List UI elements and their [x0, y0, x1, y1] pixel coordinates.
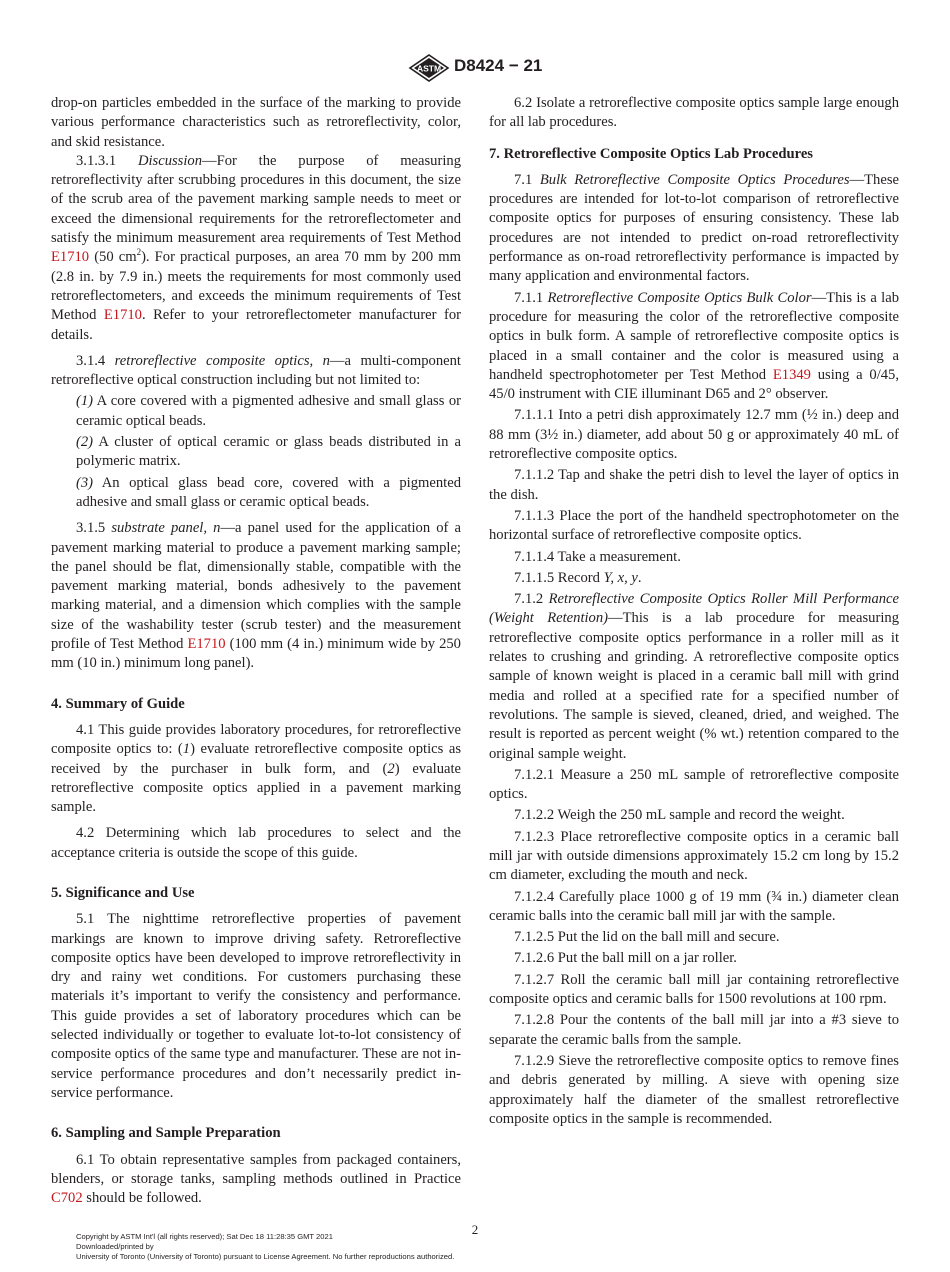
paragraph-7-1-1-4: 7.1.1.4 Take a measurement. — [514, 548, 681, 565]
footer-line: University of Toronto (University of Toronto) pursuant to License Agreement. No further reproductions authorized. — [76, 1252, 455, 1261]
list-item: (2) A cluster of optical ceramic or glass beads distributed in a polymeric matrix. — [76, 434, 461, 470]
paragraph-7-1-2-3: 7.1.2.3 Place retroreflective composite optics in a ceramic ball mill jar with outside dimensions approximately 15.2 cm long by 15.2 cm diameter, excluding the mouth and neck. — [489, 828, 899, 884]
list-item: (3) An optical glass bead core, covered with a pigmented adhesive and small glass or ceramic optical beads. — [76, 474, 461, 510]
document-designation: D8424 − 21 — [454, 56, 543, 75]
paragraph-4-1: 4.1 This guide provides laboratory procedures, for retroreflective composite optics to: (1) evaluate retroreflective composite optics as received by the purchaser in bulk form, and (2) evaluate retroreflective composite optics applied in a pavement marking sample. — [51, 721, 461, 816]
reference-link-e1349[interactable]: E1349 — [772, 366, 811, 383]
paragraph-5-1: 5.1 The nighttime retroreflective properties of pavement markings are known to improve driving safety. Retroreflective composite optics have been developed to improve retroreflectivity in dry and rainy wet conditions. For customers purchasing these materials it’s important to verify the consistency and performance. This guide provides a set of laboratory procedures which can be selected individually or together to evaluate lot-to-lot consistency of composite optics of the same type and manufacturer. These are not in-service performance procedures and don’t necessarily predict in-service performance. — [51, 911, 461, 1101]
copyright-footer — [76, 1232, 454, 1262]
astm-logo-text: ASTM — [416, 63, 442, 74]
right-column — [489, 94, 899, 1131]
paragraph-7-1-2-7: 7.1.2.7 Roll the ceramic ball mill jar containing retroreflective composite optics and ceramic balls for 1500 revolutions at 100 rpm. — [489, 971, 899, 1008]
list-item: (1) A core covered with a pigmented adhesive and small glass or ceramic optical beads. — [76, 393, 461, 429]
paragraph-7-1-2-2: 7.1.2.2 Weigh the 250 mL sample and record the weight. — [514, 807, 845, 824]
paragraph-7-1-2: 7.1.2 Retroreflective Composite Optics Roller Mill Performance (Weight Retention)—This is a lab procedure for measuring retroreflective composite optics performance in a roller mill as it relates to crushing and grinding. A retroreflective composite optics sample of known weight is placed in a ceramic ball mill with grind media and rolled at a specified rate for a specified number of revolutions. The sample is sieved, cleaned, dried, and weighed. The result is reported as percent weight (% wt.) retention compared to the original sample weight. — [489, 591, 899, 762]
paragraph-6-2: 6.2 Isolate a retroreflective composite optics sample large enough for all lab procedures. — [489, 95, 899, 131]
left-column — [51, 94, 461, 1210]
reference-link-c702[interactable]: C702 — [51, 1190, 83, 1207]
paragraph-7-1-1-1: 7.1.1.1 Into a petri dish approximately 12.7 mm (½ in.) deep and 88 mm (3½ in.) diameter, add about 50 g or approximately 40 mL of retroreflective composite optics. — [489, 407, 899, 463]
page-header — [0, 52, 950, 84]
reference-link-e1710[interactable]: E1710 — [187, 636, 226, 653]
section-heading-4: 4. Summary of Guide — [51, 695, 185, 712]
paragraph: drop-on particles embedded in the surface of the marking to provide various performance characteristics such as retroreflectivity, color, and skid resistance. — [51, 95, 461, 150]
paragraph-7-1-2-8: 7.1.2.8 Pour the contents of the ball mill jar into a #3 sieve to separate the ceramic balls from the sample. — [489, 1012, 899, 1048]
section-heading-5: 5. Significance and Use — [51, 884, 195, 901]
paragraph-3-1-3-1: 3.1.3.1 Discussion—For the purpose of measuring retroreflectivity after scrubbing procedures in this document, the size of the scrub area of the pavement marking sample needs to meet or exceed the dimensional requirements for the retroreflectometer and satisfy the minimum measurement area requirements of Test Method E1710 (50 $cm^2$). For practical purposes, an area 70 mm by 200 mm (2.8 in. by 7.9 in.) meets the requirements for most commonly used retroreflectometers, and exceeds the minimum requirements of Test Method E1710. Refer to your retroreflectometer manufacturer for details. — [51, 152, 461, 343]
paragraph-7-1: 7.1 Bulk Retroreflective Composite Optics Procedures—These procedures are intended for lot-to-lot comparison of retroreflective composite optics for purposes of ensuring consistency. These lab procedures are not intended to predict on-road retroreflectivity performance as on-road retroreflectivity performance is impacted by many application and environmental factors. — [489, 171, 899, 285]
paragraph-3-1-5: 3.1.5 substrate panel, n—a panel used for the application of a pavement marking material to produce a pavement marking sample; the panel should be flat, dimensionally stable, compatible with the pavement marking material, bonds adhesively to the pavement marking material, and a dimension which complies with the sample size of the washability tester (scrub tester) and the measurement profile of Test Method E1710 (100 mm (4 in.) minimum wide by 250 mm (10 in.) minimum long panel). — [51, 520, 461, 672]
paragraph-7-1-1: 7.1.1 Retroreflective Composite Optics Bulk Color—This is a lab procedure for measuring the color of the retroreflective composite optics in bulk form. A sample of retroreflective composite optics is placed in a small container and the color is measured using a handheld spectrophotometer per Test Method E1349 using a 0/45, 45/0 instrument with CIE illuminant D65 and 2° observer. — [489, 289, 899, 403]
paragraph-7-1-1-5: 7.1.1.5 Record Y, x, y. — [514, 569, 642, 586]
paragraph-3-1-4: 3.1.4 retroreflective composite optics, n—a multi-component retroreflective optical construction including but not limited to: — [51, 352, 461, 389]
paragraph-7-1-2-1: 7.1.2.1 Measure a 250 mL sample of retroreflective composite optics. — [489, 766, 899, 803]
paragraph-4-2: 4.2 Determining which lab procedures to select and the acceptance criteria is outside the scope of this guide. — [51, 825, 461, 861]
page-number: 2 — [471, 1222, 479, 1237]
footer-line: Copyright by ASTM Int'l (all rights reserved); Sat Dec 18 11:28:35 GMT 2021 — [76, 1232, 333, 1241]
paragraph-7-1-2-9: 7.1.2.9 Sieve the retroreflective composite optics to remove fines and debris generated by milling. A sieve with opening size approximately half the diameter of the smallest retroreflective composite optics in the sample is recommended. — [489, 1052, 899, 1127]
paragraph-6-1: 6.1 To obtain representative samples from packaged containers, blenders, or storage tanks, sampling methods outlined in Practice C702 should be followed. — [51, 1151, 461, 1207]
paragraph-7-1-2-4: 7.1.2.4 Carefully place 1000 g of 19 mm (¾ in.) diameter clean ceramic balls into the ceramic ball mill jar with the sample. — [489, 888, 899, 924]
reference-link-e1710[interactable]: E1710 — [51, 249, 90, 266]
reference-link-e1710[interactable]: E1710 — [103, 307, 142, 324]
paragraph-7-1-1-3: 7.1.1.3 Place the port of the handheld spectrophotometer on the horizontal surface of retroreflective composite optics. — [489, 507, 899, 544]
paragraph-7-1-2-6: 7.1.2.6 Put the ball mill on a jar roller. — [514, 950, 737, 967]
footer-line: Downloaded/printed by — [76, 1242, 154, 1251]
astm-logo-icon — [408, 54, 450, 82]
paragraph-7-1-1-2: 7.1.1.2 Tap and shake the petri dish to level the layer of optics in the dish. — [489, 467, 899, 503]
paragraph-7-1-2-5: 7.1.2.5 Put the lid on the ball mill and secure. — [514, 929, 780, 946]
section-heading-6: 6. Sampling and Sample Preparation — [51, 1125, 281, 1142]
section-heading-7: 7. Retroreflective Composite Optics Lab Procedures — [489, 145, 813, 162]
